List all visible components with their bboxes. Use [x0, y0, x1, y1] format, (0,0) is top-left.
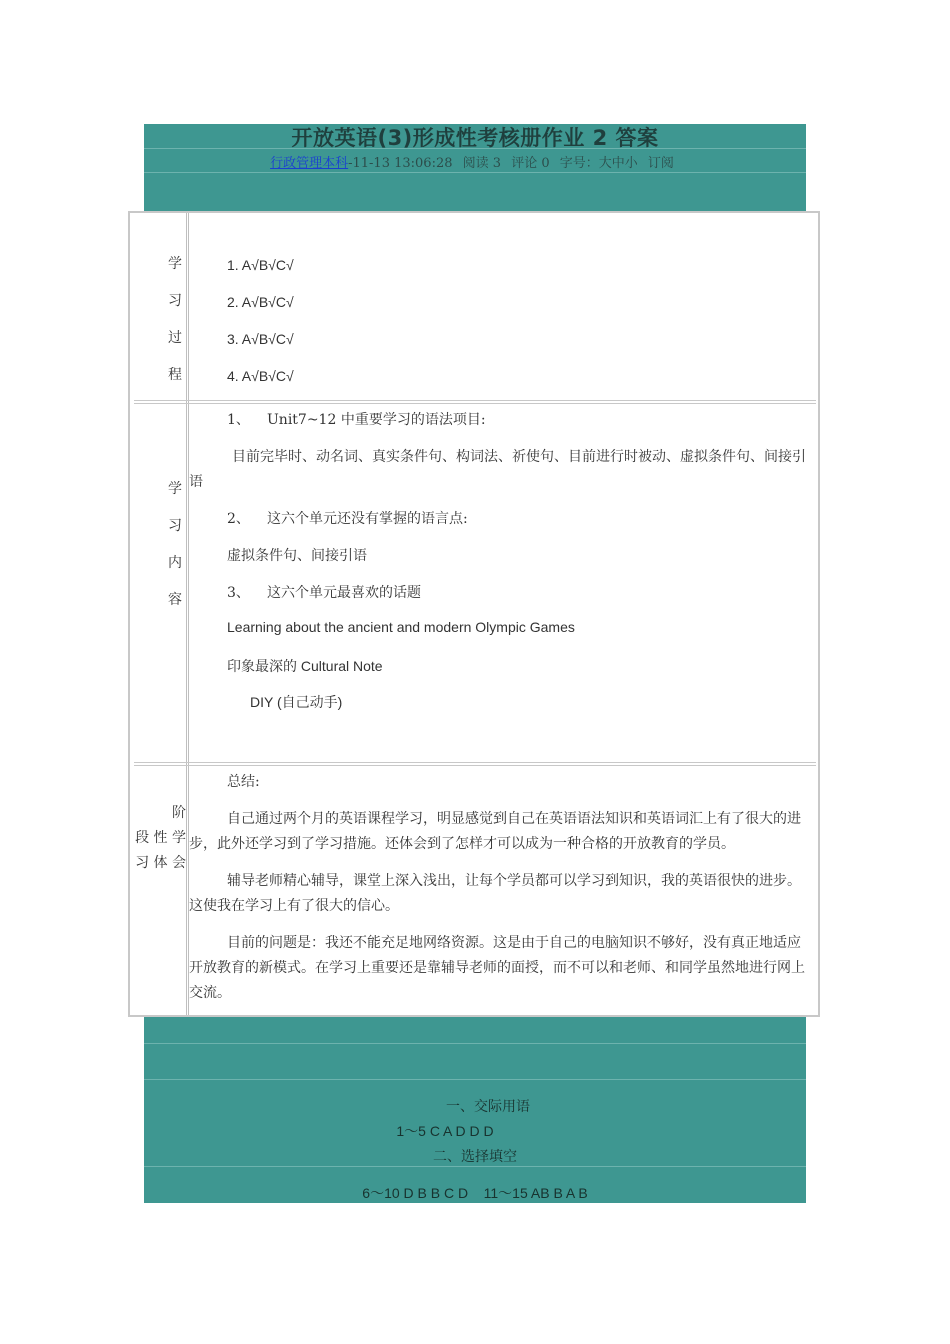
answer-item: 2. A√B√C√	[227, 294, 294, 310]
favorite-topic: Learning about the ancient and modern Olympic Games	[227, 619, 575, 635]
footer-divider	[144, 1043, 806, 1044]
grammar-heading: Unit7~12 中重要学习的语法项目:	[267, 412, 486, 428]
font-size-selector[interactable]: 字号：大中小	[559, 156, 638, 171]
section-label-content: 学 习 内 容	[168, 481, 182, 608]
item-number: 1、	[227, 412, 250, 428]
header-divider	[144, 172, 806, 173]
footer-divider	[144, 1079, 806, 1080]
section-label-reflection: 阶 段 性 学 习 体 会	[135, 805, 186, 871]
answer-heading: 二、选择填空	[433, 1149, 517, 1165]
comment-count[interactable]: 评论 0	[511, 156, 550, 171]
footer-divider	[144, 1166, 806, 1167]
cultural-note: 印象最深的 Cultural Note	[227, 658, 383, 674]
diy-item: DIY (自己动手)	[250, 694, 343, 710]
weak-points-detail: 虚拟条件句、间接引语	[227, 548, 367, 564]
answer-key: 1～5 C A D D D	[396, 1123, 494, 1139]
item-number: 3、	[227, 585, 250, 601]
favorite-topic-heading: 这六个单元最喜欢的话题	[267, 585, 421, 601]
reflection-line: 步，此外还学习到了学习措施。还体会到了怎样才可以成为一种合格的开放教育的学员。	[189, 836, 735, 852]
table-row-divider	[134, 762, 816, 763]
reflection-line: 自己通过两个月的英语课程学习，明显感觉到自己在英语语法知识和英语词汇上有了很大的进	[227, 811, 801, 827]
page-title: 开放英语(3)形成性考核册作业 2 答案	[291, 126, 659, 150]
category-link[interactable]: 行政管理本科	[270, 156, 349, 171]
reflection-line: 目前的问题是：我还不能充足地网络资源。这是由于自己的电脑知识不够好，没有真正地适应	[227, 935, 801, 951]
weak-points-heading: 这六个单元还没有掌握的语言点:	[267, 511, 468, 527]
grammar-detail-wrap: 语	[189, 474, 203, 490]
answer-item: 3. A√B√C√	[227, 331, 294, 347]
post-date: -11-13 13:06:28	[348, 156, 453, 171]
section-label-process: 学 习 过 程	[168, 256, 182, 383]
grammar-detail: 目前完毕时、动名词、真实条件句、构词法、祈使句、目前进行时被动、虚拟条件句、间接引	[232, 449, 806, 465]
read-count: 阅读 3	[462, 156, 502, 171]
reflection-line: 交流。	[189, 985, 231, 1001]
reflection-line: 辅导老师精心辅导，课堂上深入浅出，让每个学员都可以学习到知识，我的英语很快的进步。	[227, 873, 801, 889]
reflection-line: 这使我在学习上有了很大的信心。	[189, 898, 399, 914]
answer-item: 1. A√B√C√	[227, 257, 294, 273]
answer-item: 4. A√B√C√	[227, 368, 294, 384]
reflection-line: 开放教育的新模式。在学习上重要还是靠辅导老师的面授，而不可以和老师、和同学虽然地进行网上	[189, 960, 805, 976]
table-row-divider	[134, 400, 816, 401]
item-number: 2、	[227, 511, 250, 527]
subscribe-link[interactable]: 订阅	[647, 156, 674, 171]
post-meta	[144, 152, 806, 171]
table-row-divider	[134, 403, 816, 404]
answer-key: 6～10 D B B C D 11～15 AB B A B	[362, 1185, 588, 1201]
table-row-divider	[134, 765, 816, 766]
answer-heading: 一、交际用语	[446, 1099, 530, 1115]
summary-title: 总结:	[227, 774, 260, 790]
